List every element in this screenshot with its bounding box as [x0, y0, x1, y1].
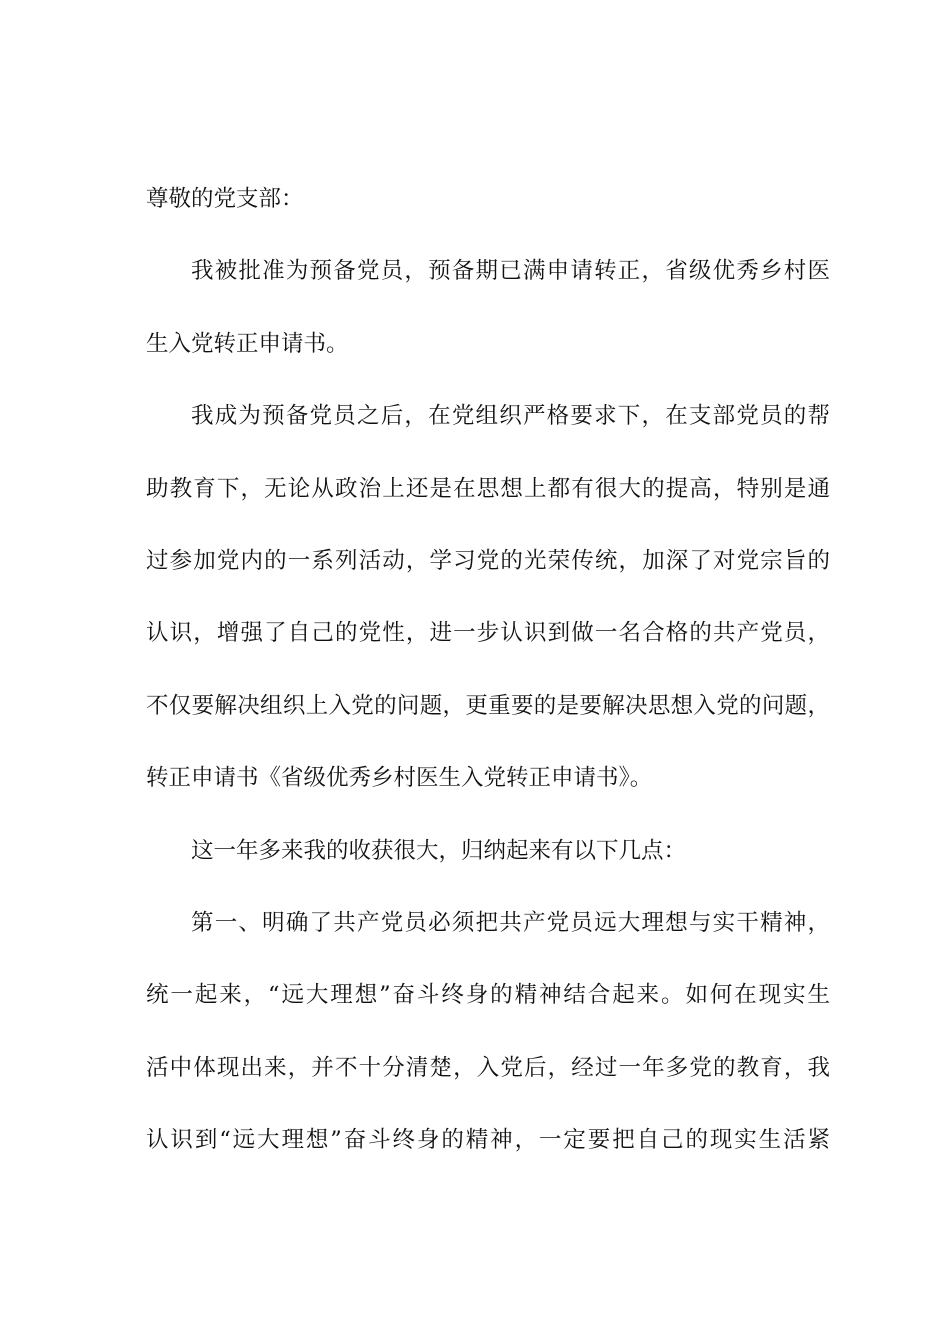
- paragraph-line: 统一起来，“远大理想”奋斗终身的精神结合起来。如何在现实生: [146, 982, 830, 1009]
- paragraph-line: 不仅要解决组织上入党的问题，更重要的是要解决思想入党的问题，: [146, 692, 830, 719]
- paragraph-line: 我被批准为预备党员，预备期已满申请转正，省级优秀乡村医: [191, 258, 830, 285]
- paragraph-line: 生入党转正申请书。: [146, 330, 349, 357]
- document-body: [146, 179, 830, 1192]
- salutation: 尊敬的党支部：: [146, 186, 304, 212]
- paragraph-line: 第一、明确了共产党员必须把共产党员远大理想与实干精神，: [191, 909, 830, 936]
- paragraph-line: 我成为预备党员之后，在党组织严格要求下，在支部党员的帮: [191, 403, 830, 430]
- paragraph-line: 认识到“远大理想”奋斗终身的精神，一定要把自己的现实生活紧: [146, 1127, 830, 1154]
- paragraph-line: 转正申请书《省级优秀乡村医生入党转正申请书》。: [146, 765, 653, 792]
- paragraph-line: 活中体现出来，并不十分清楚，入党后，经过一年多党的教育，我: [146, 1054, 830, 1081]
- paragraph-line: 这一年多来我的收获很大，归纳起来有以下几点：: [191, 837, 687, 864]
- paragraph-line: 助教育下，无论从政治上还是在思想上都有很大的提高，特别是通: [146, 475, 830, 502]
- paragraph-line: 过参加党内的一系列活动，学习党的光荣传统，加深了对党宗旨的: [146, 547, 830, 574]
- paragraph-line: 认识，增强了自己的党性，进一步认识到做一名合格的共产党员，: [146, 620, 830, 647]
